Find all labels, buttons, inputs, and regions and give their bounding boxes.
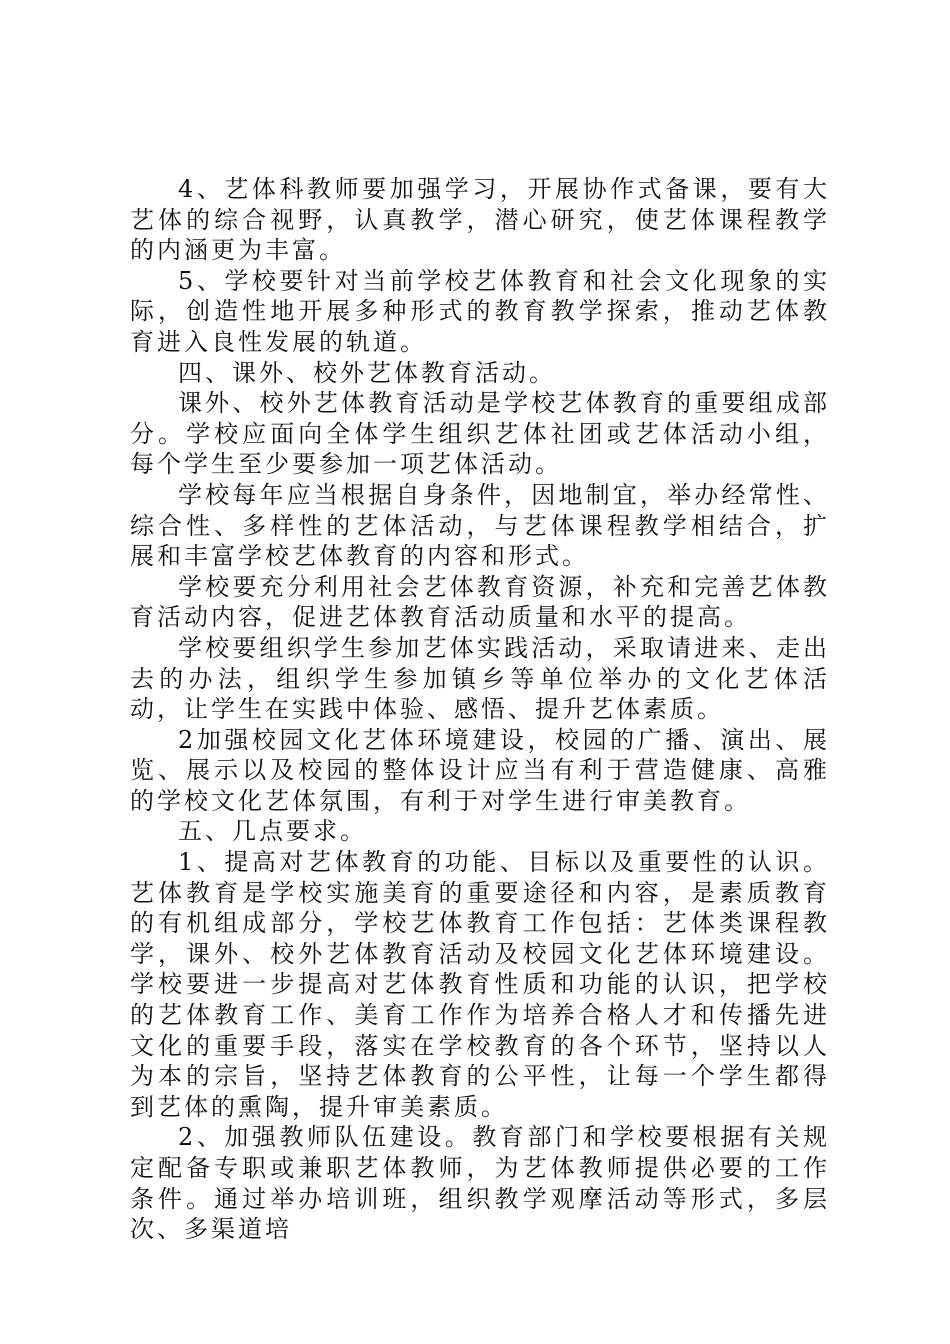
section-heading-5: 五、几点要求。 — [178, 817, 367, 846]
paragraph-requirement-2: 2、加强教师队伍建设。教育部门和学校要根据有关规定配备专职或兼职艺体教师，为艺体教师提供必要的工作条件。通过举办培训班，组织教学观摩活动等形式，多层次、多渠道培 — [130, 1123, 830, 1244]
paragraph-practice-activities: 学校要组织学生参加艺体实践活动，采取请进来、走出去的办法，组织学生参加镇乡等单位举办的文化艺体活动，让学生在实践中体验、感悟、提升艺体素质。 — [130, 633, 830, 724]
paragraph-campus-environment: 2加强校园文化艺体环境建设，校园的广播、演出、展览、展示以及校园的整体设计应当有利于营造健康、高雅的学校文化艺体氛围，有利于对学生进行审美教育。 — [130, 725, 830, 815]
paragraph-social-resources: 学校要充分利用社会艺体教育资源，补充和完善艺体教育活动内容，促进艺体教育活动质量和水平的提高。 — [130, 572, 830, 632]
paragraph-annual-activities: 学校每年应当根据自身条件，因地制宜，举办经常性、综合性、多样性的艺体活动，与艺体课程教学相结合，扩展和丰富学校艺体教育的内容和形式。 — [130, 480, 830, 571]
paragraph-requirement-1: 1、提高对艺体教育的功能、目标以及重要性的认识。艺体教育是学校实施美育的重要途径和内容，是素质教育的有机组成部分，学校艺体教育工作包括：艺体类课程教学，课外、校外艺体教育活动及校园文化艺体环境建设。学校要进一步提高对艺体教育性质和功能的认识，把学校的艺体教育工作、美育工作作为培养合格人才和传播先进文化的重要手段，落实在学校教育的各个环节，坚持以人为本的宗旨，坚持艺体教育的公平性，让每一个学生都得到艺体的熏陶，提升审美素质。 — [130, 848, 830, 1121]
paragraph-extracurricular: 课外、校外艺体教育活动是学校艺体教育的重要组成部分。学校应面向全体学生组织艺体社团或艺体活动小组，每个学生至少要参加一项艺体活动。 — [130, 389, 830, 479]
document-body — [130, 174, 830, 1245]
paragraph-item-4-teachers: 4、艺体科教师要加强学习，开展协作式备课，要有大艺体的综合视野，认真教学，潜心研究，使艺体课程教学的内涵更为丰富。 — [130, 175, 830, 265]
paragraph-item-5-exploration: 5、学校要针对当前学校艺体教育和社会文化现象的实际，创造性地开展多种形式的教育教学探索，推动艺体教育进入良性发展的轨道。 — [130, 266, 830, 356]
section-heading-4: 四、课外、校外艺体教育活动。 — [178, 358, 556, 387]
